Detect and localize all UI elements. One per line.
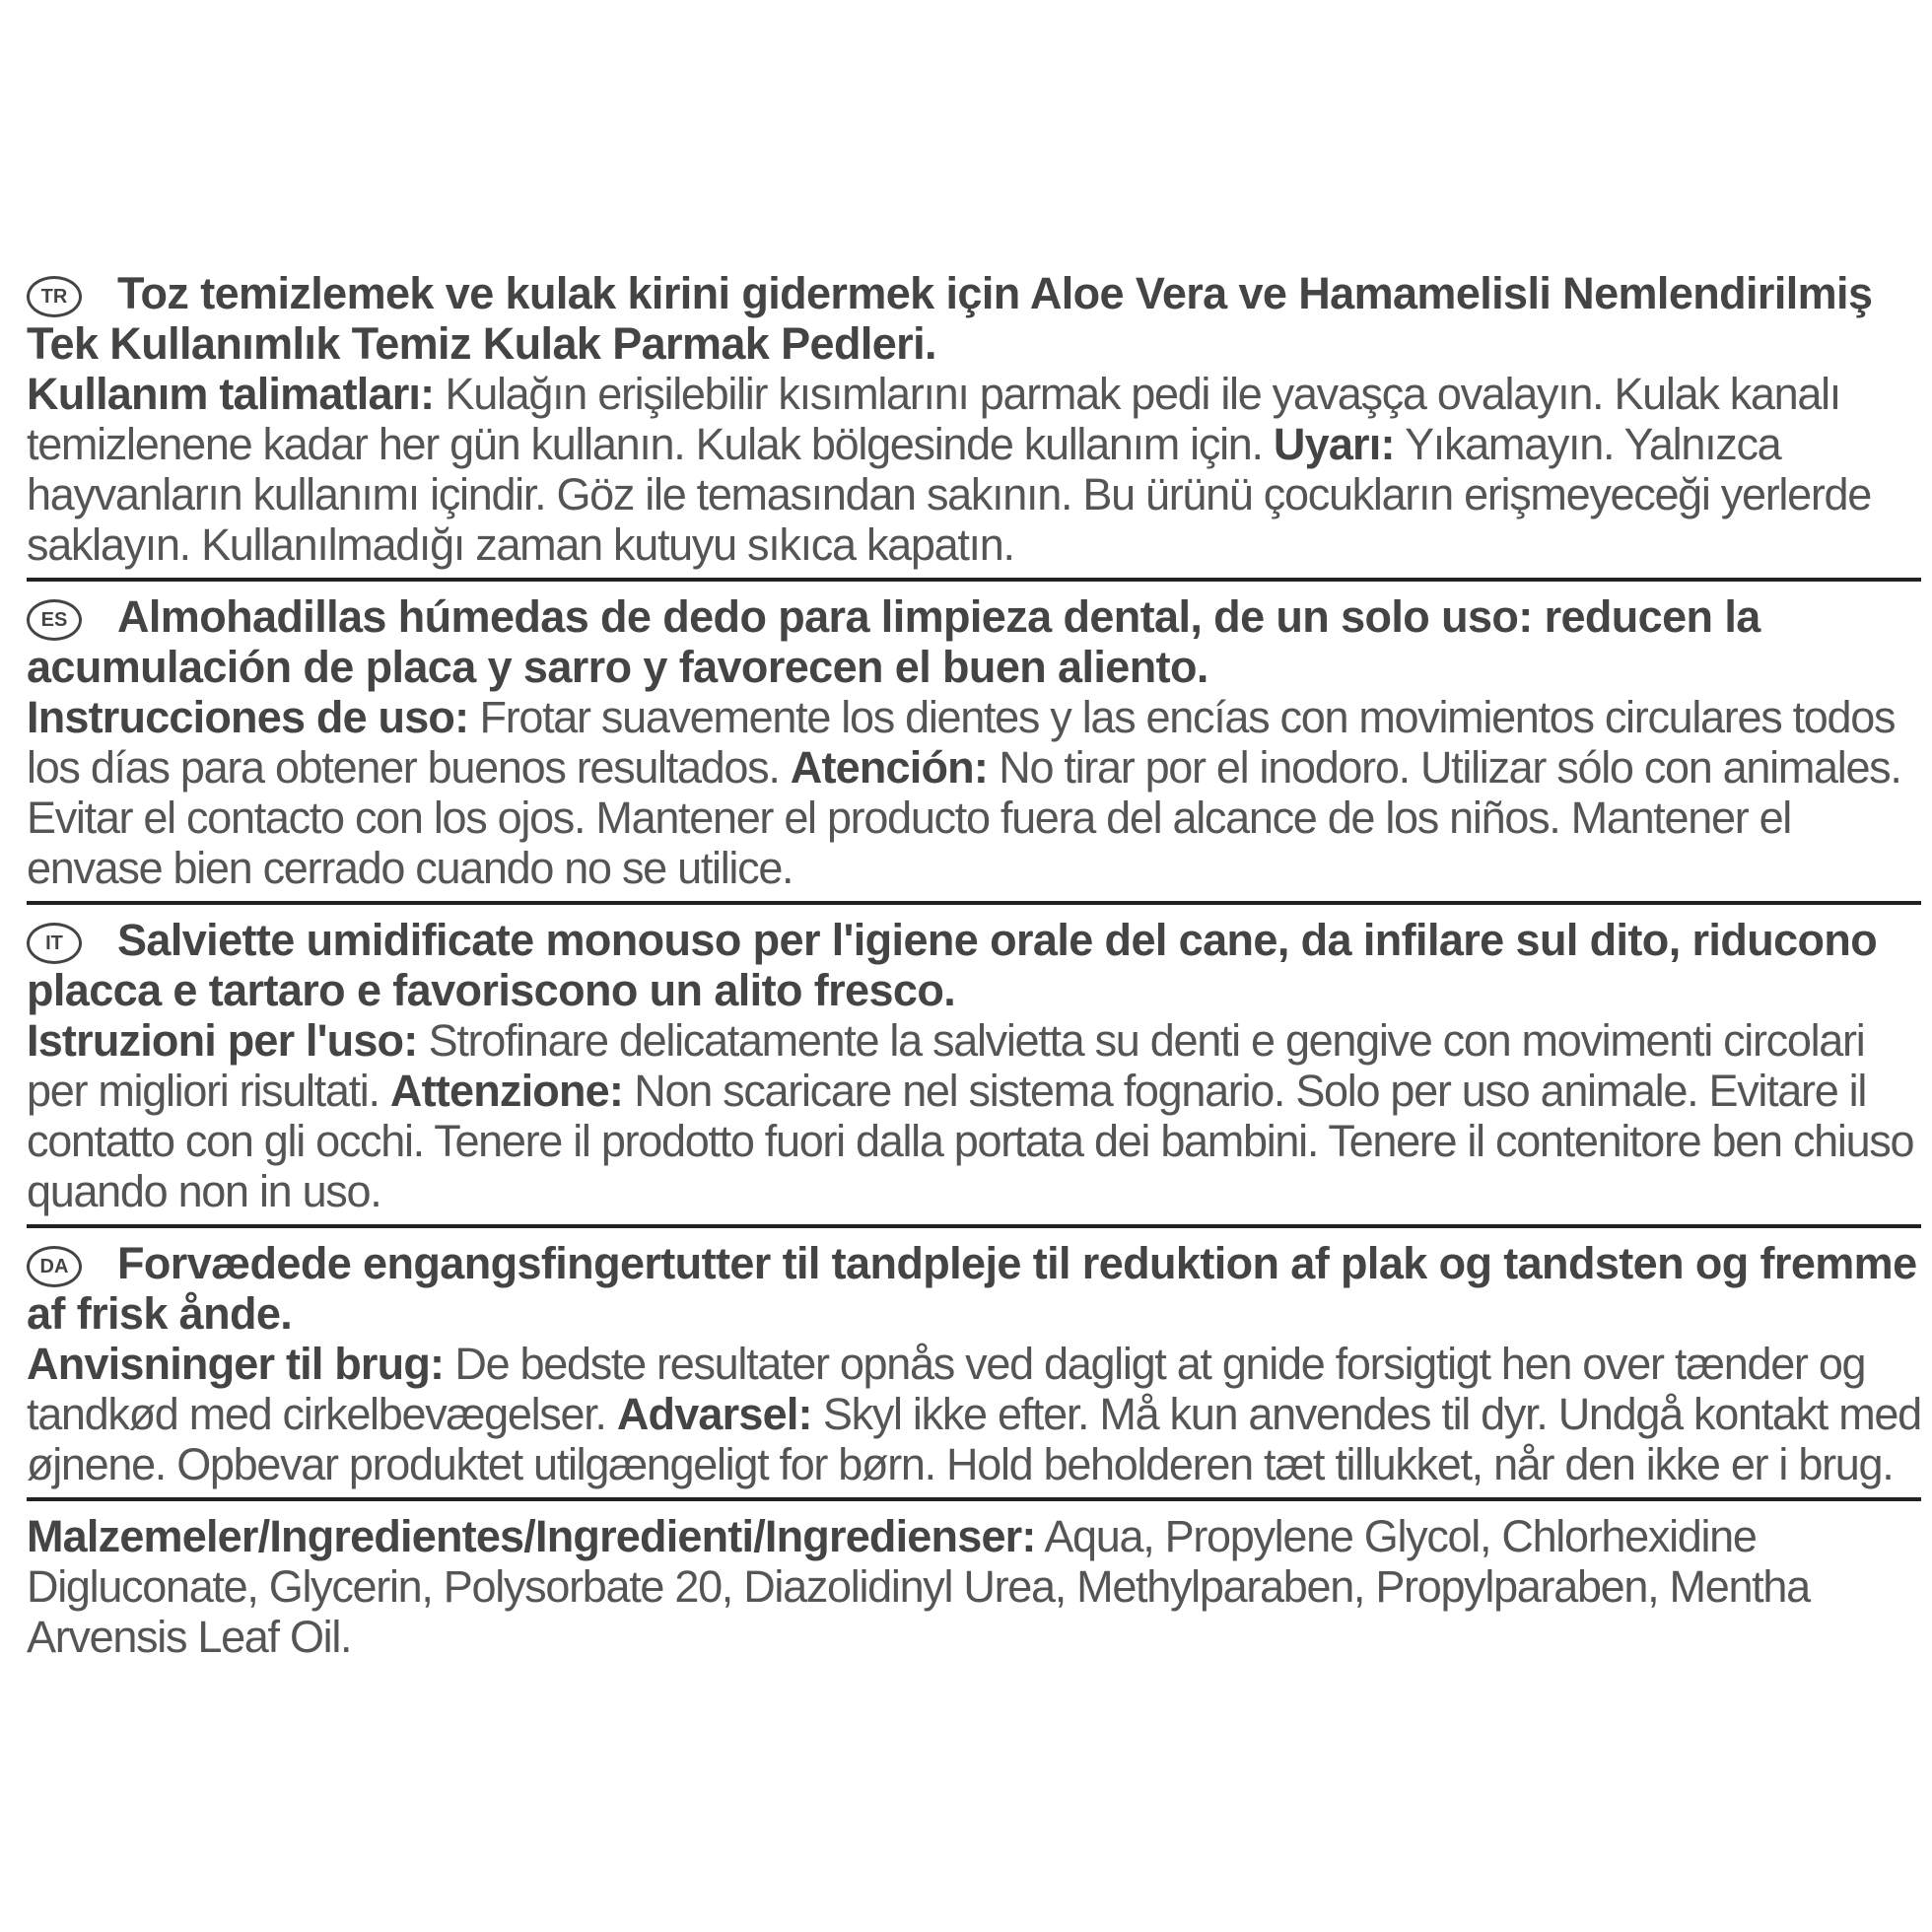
title-text: Salviette umidificate monouso per l'igiene orale del cane, da infilare sul dito, riducono placca e tartaro e favoriscono un alito fresco.: [27, 915, 1878, 1015]
section-title: [27, 591, 1921, 692]
section-body: [27, 369, 1921, 570]
instructions-label: Anvisninger til brug:: [27, 1339, 445, 1389]
title-text: Forvædede engangsfingertutter til tandpleje til reduktion af plak og tandsten og fremme af frisk ånde.: [27, 1238, 1917, 1339]
section-title: [27, 268, 1921, 369]
section-italian: [27, 915, 1921, 1228]
section-body: [27, 1015, 1921, 1216]
language-badge-da: DA: [27, 1246, 82, 1287]
warning-label: Advarsel:: [616, 1389, 812, 1439]
section-title: [27, 1238, 1921, 1339]
warning-label: Uyarı:: [1273, 419, 1395, 469]
section-ingredients: [27, 1511, 1921, 1670]
instructions-label: Instrucciones de uso:: [27, 692, 469, 742]
warning-text: No tirar por el inodoro. Utilizar sólo con animales. Evitar el contacto con los ojos. Mantener el producto fuera del alcance de los niños. Mantener el envase bien cerrado cuando no se utilice.: [27, 742, 1901, 893]
instructions-text: De bedste resultater opnås ved dagligt at gnide forsigtigt hen over tænder og tandkød med cirkelbevægelser.: [27, 1339, 1866, 1439]
ingredients-text: Aqua, Propylene Glycol, Chlorhexidine Digluconate, Glycerin, Polysorbate 20, Diazolidinyl Urea, Methylparaben, Propylparaben, Mentha Arvensis Leaf Oil.: [27, 1511, 1810, 1662]
section-title: [27, 915, 1921, 1015]
title-text: Almohadillas húmedas de dedo para limpieza dental, de un solo uso: reducen la acumulación de placa y sarro y favorecen el buen aliento.: [27, 591, 1760, 692]
product-label-text: [27, 268, 1921, 1680]
section-turkish: [27, 268, 1921, 582]
language-badge-tr: TR: [27, 276, 82, 317]
section-spanish: [27, 591, 1921, 905]
warning-text: Skyl ikke efter. Må kun anvendes til dyr. Undgå kontakt med øjnene. Opbevar produktet utilgængeligt for børn. Hold beholderen tæt tillukket, når den ikke er i brug.: [27, 1389, 1921, 1489]
warning-label: Attenzione:: [389, 1066, 624, 1116]
instructions-text: Kulağın erişilebilir kısımlarını parmak pedi ile yavaşça ovalayın. Kulak kanalı temizlenene kadar her gün kullanın. Kulak bölgesinde kullanım için.: [27, 369, 1841, 469]
ingredients-label: Malzemeler/Ingredientes/Ingredienti/Ingredienser:: [27, 1511, 1036, 1561]
section-danish: [27, 1238, 1921, 1501]
section-body: [27, 692, 1921, 893]
warning-label: Atención:: [790, 742, 989, 793]
language-badge-es: ES: [27, 599, 82, 641]
instructions-label: Kullanım talimatları:: [27, 369, 435, 419]
instructions-text: Strofinare delicatamente la salvietta su denti e gengive con movimenti circolari per migliori risultati.: [27, 1015, 1865, 1116]
warning-text: Yıkamayın. Yalnızca hayvanların kullanımı içindir. Göz ile temasından sakının. Bu ürünü çocukların erişmeyeceği yerlerde saklayın. Kullanılmadığı zaman kutuyu sıkıca kapatın.: [27, 419, 1871, 570]
warning-text: Non scaricare nel sistema fognario. Solo per uso animale. Evitare il contatto con gli occhi. Tenere il prodotto fuori dalla portata dei bambini. Tenere il contenitore ben chiuso quando non in uso.: [27, 1066, 1914, 1216]
ingredients-list: [27, 1511, 1921, 1662]
title-text: Toz temizlemek ve kulak kirini gidermek için Aloe Vera ve Hamamelisli Nemlendirilmiş Tek Kullanımlık Temiz Kulak Parmak Pedleri.: [27, 268, 1873, 369]
instructions-label: Istruzioni per l'uso:: [27, 1015, 418, 1066]
section-body: [27, 1339, 1921, 1489]
instructions-text: Frotar suavemente los dientes y las encías con movimientos circulares todos los días para obtener buenos resultados.: [27, 692, 1896, 793]
language-badge-it: IT: [27, 923, 82, 964]
